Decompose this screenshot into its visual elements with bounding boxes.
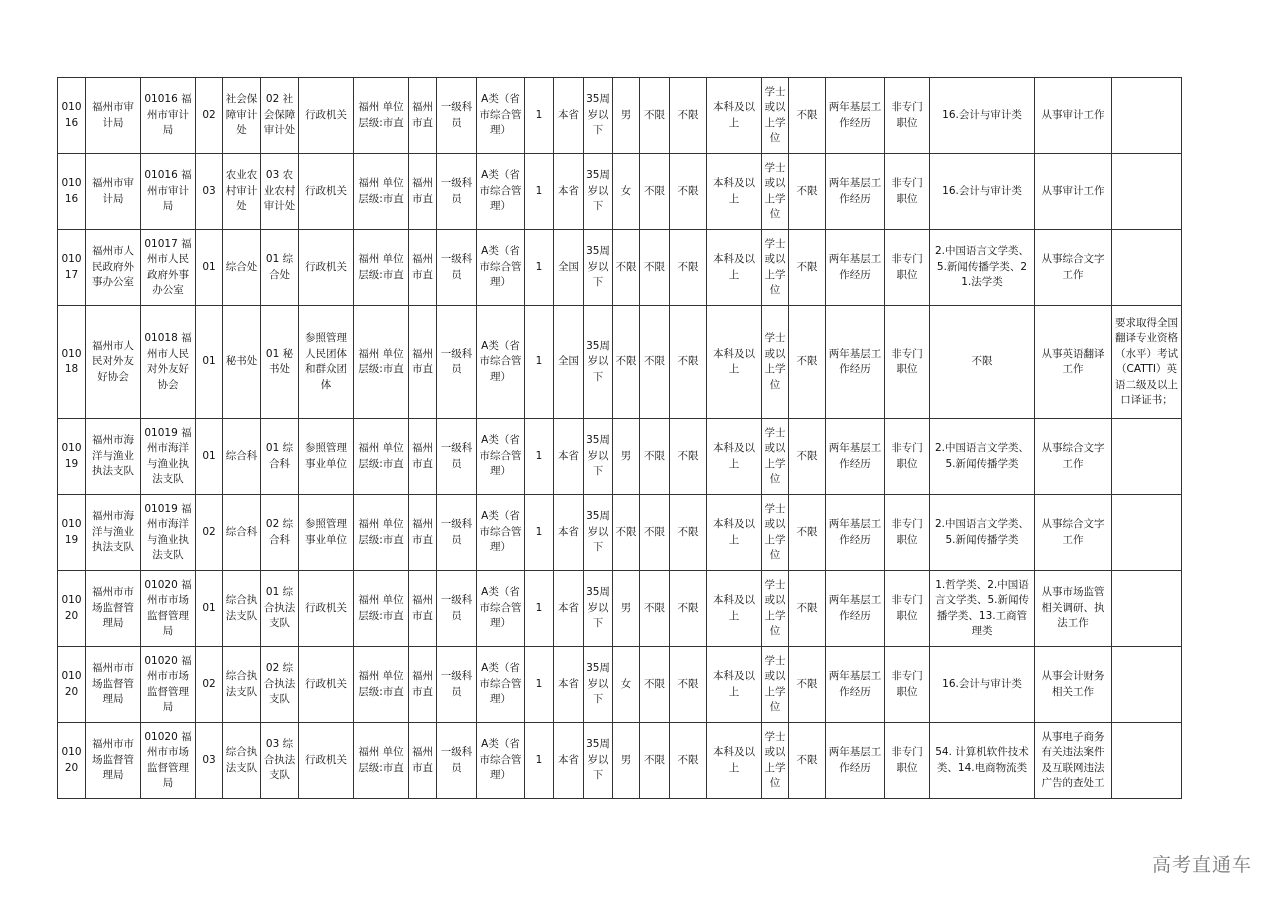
cell-unit-level: 福州 单位层级:市直	[354, 647, 409, 723]
cell-education: 本科及以上	[707, 571, 762, 647]
cell-special-position: 非专门职位	[885, 723, 930, 799]
cell-gender: 男	[613, 723, 640, 799]
cell-unit-level: 福州 单位层级:市直	[354, 78, 409, 154]
cell-work-experience-years: 不限	[670, 647, 707, 723]
cell-major: 16.会计与审计类	[930, 78, 1035, 154]
cell-ethnicity: 不限	[789, 154, 826, 230]
cell-exam-category: A类（省市综合管理）	[477, 571, 525, 647]
cell-grassroots-experience: 两年基层工作经历	[826, 571, 885, 647]
cell-dept-name: 福州市人民政府外事办公室	[86, 230, 141, 306]
cell-dept-code: 01020	[58, 723, 86, 799]
cell-grassroots-experience: 两年基层工作经历	[826, 230, 885, 306]
cell-dept-code: 01020	[58, 571, 86, 647]
cell-gender: 男	[613, 571, 640, 647]
cell-headcount: 1	[525, 154, 554, 230]
cell-unit-level: 福州 单位层级:市直	[354, 495, 409, 571]
cell-position-full: 01 秘书处	[261, 306, 299, 419]
cell-grassroots-experience: 两年基层工作经历	[826, 723, 885, 799]
cell-remarks	[1112, 723, 1182, 799]
cell-rank: 一级科员	[437, 495, 477, 571]
cell-political-status: 不限	[640, 154, 670, 230]
cell-major: 2.中国语言文学类、5.新闻传播学类	[930, 419, 1035, 495]
cell-remarks: 要求取得全国翻译专业资格（水平）考试（CATTI）英语二级及以上口译证书；	[1112, 306, 1182, 419]
cell-political-status: 不限	[640, 419, 670, 495]
cell-employer: 01020 福州市市场监督管理局	[141, 723, 196, 799]
cell-exam-category: A类（省市综合管理）	[477, 230, 525, 306]
cell-special-position: 非专门职位	[885, 154, 930, 230]
cell-political-status: 不限	[640, 495, 670, 571]
cell-age: 35周岁以下	[584, 78, 613, 154]
cell-job-duty: 从事综合文字工作	[1035, 230, 1112, 306]
table-row	[58, 154, 1182, 230]
cell-exam-category: A类（省市综合管理）	[477, 723, 525, 799]
cell-region: 福州市直	[409, 154, 437, 230]
cell-exam-category: A类（省市综合管理）	[477, 306, 525, 419]
cell-headcount: 1	[525, 723, 554, 799]
cell-degree: 学士或以上学位	[762, 571, 789, 647]
cell-degree: 学士或以上学位	[762, 154, 789, 230]
cell-age: 35周岁以下	[584, 647, 613, 723]
cell-region: 福州市直	[409, 571, 437, 647]
cell-rank: 一级科员	[437, 723, 477, 799]
cell-employer: 01019 福州市海洋与渔业执法支队	[141, 495, 196, 571]
cell-domicile: 本省	[554, 571, 584, 647]
cell-education: 本科及以上	[707, 495, 762, 571]
cell-position-name: 综合处	[223, 230, 261, 306]
cell-ethnicity: 不限	[789, 495, 826, 571]
cell-grassroots-experience: 两年基层工作经历	[826, 495, 885, 571]
cell-grassroots-experience: 两年基层工作经历	[826, 154, 885, 230]
cell-position-code: 02	[196, 495, 223, 571]
table-row	[58, 495, 1182, 571]
cell-unit-level: 福州 单位层级:市直	[354, 230, 409, 306]
cell-gender: 不限	[613, 230, 640, 306]
cell-position-code: 01	[196, 571, 223, 647]
cell-position-full: 02 综合科	[261, 495, 299, 571]
cell-position-code: 03	[196, 723, 223, 799]
cell-headcount: 1	[525, 419, 554, 495]
cell-region: 福州市直	[409, 495, 437, 571]
cell-domicile: 全国	[554, 306, 584, 419]
cell-remarks	[1112, 495, 1182, 571]
cell-degree: 学士或以上学位	[762, 647, 789, 723]
cell-exam-category: A类（省市综合管理）	[477, 495, 525, 571]
cell-position-code: 01	[196, 306, 223, 419]
cell-position-name: 社会保障审计处	[223, 78, 261, 154]
cell-remarks	[1112, 78, 1182, 154]
table-row	[58, 306, 1182, 419]
cell-org-type: 参照管理事业单位	[299, 419, 354, 495]
cell-dept-name: 福州市市场监督管理局	[86, 647, 141, 723]
cell-age: 35周岁以下	[584, 723, 613, 799]
cell-position-name: 综合执法支队	[223, 723, 261, 799]
cell-domicile: 本省	[554, 647, 584, 723]
cell-dept-name: 福州市审计局	[86, 154, 141, 230]
cell-dept-name: 福州市人民对外友好协会	[86, 306, 141, 419]
cell-work-experience-years: 不限	[670, 419, 707, 495]
cell-headcount: 1	[525, 647, 554, 723]
cell-job-duty: 从事综合文字工作	[1035, 495, 1112, 571]
cell-position-full: 03 综合执法支队	[261, 723, 299, 799]
table-row	[58, 78, 1182, 154]
cell-education: 本科及以上	[707, 78, 762, 154]
cell-major: 54. 计算机软件技术类、14.电商物流类	[930, 723, 1035, 799]
cell-headcount: 1	[525, 230, 554, 306]
cell-org-type: 行政机关	[299, 647, 354, 723]
cell-unit-level: 福州 单位层级:市直	[354, 154, 409, 230]
cell-ethnicity: 不限	[789, 419, 826, 495]
cell-major: 1.哲学类、2.中国语言文学类、5.新闻传播学类、13.工商管理类	[930, 571, 1035, 647]
table-row	[58, 647, 1182, 723]
cell-employer: 01018 福州市人民对外友好协会	[141, 306, 196, 419]
cell-dept-name: 福州市审计局	[86, 78, 141, 154]
cell-age: 35周岁以下	[584, 306, 613, 419]
cell-dept-name: 福州市海洋与渔业执法支队	[86, 419, 141, 495]
cell-domicile: 本省	[554, 154, 584, 230]
cell-region: 福州市直	[409, 78, 437, 154]
cell-headcount: 1	[525, 78, 554, 154]
cell-position-name: 综合执法支队	[223, 571, 261, 647]
cell-age: 35周岁以下	[584, 571, 613, 647]
cell-political-status: 不限	[640, 571, 670, 647]
cell-education: 本科及以上	[707, 723, 762, 799]
cell-rank: 一级科员	[437, 154, 477, 230]
cell-degree: 学士或以上学位	[762, 78, 789, 154]
cell-rank: 一级科员	[437, 647, 477, 723]
cell-grassroots-experience: 两年基层工作经历	[826, 78, 885, 154]
cell-special-position: 非专门职位	[885, 495, 930, 571]
cell-grassroots-experience: 两年基层工作经历	[826, 306, 885, 419]
cell-domicile: 本省	[554, 723, 584, 799]
watermark-text: 高考直通车	[1151, 854, 1252, 876]
cell-work-experience-years: 不限	[670, 78, 707, 154]
cell-position-code: 01	[196, 419, 223, 495]
table-row	[58, 571, 1182, 647]
cell-position-name: 综合科	[223, 495, 261, 571]
cell-remarks	[1112, 154, 1182, 230]
cell-headcount: 1	[525, 571, 554, 647]
cell-position-code: 03	[196, 154, 223, 230]
cell-employer: 01017 福州市人民政府外事办公室	[141, 230, 196, 306]
cell-domicile: 全国	[554, 230, 584, 306]
cell-education: 本科及以上	[707, 647, 762, 723]
cell-exam-category: A类（省市综合管理）	[477, 419, 525, 495]
cell-employer: 01020 福州市市场监督管理局	[141, 647, 196, 723]
cell-region: 福州市直	[409, 230, 437, 306]
cell-major: 16.会计与审计类	[930, 647, 1035, 723]
cell-domicile: 本省	[554, 78, 584, 154]
cell-position-full: 03 农业农村审计处	[261, 154, 299, 230]
cell-dept-code: 01016	[58, 154, 86, 230]
cell-employer: 01016 福州市审计局	[141, 78, 196, 154]
cell-education: 本科及以上	[707, 419, 762, 495]
cell-degree: 学士或以上学位	[762, 419, 789, 495]
cell-employer: 01016 福州市审计局	[141, 154, 196, 230]
cell-domicile: 本省	[554, 419, 584, 495]
cell-special-position: 非专门职位	[885, 306, 930, 419]
cell-special-position: 非专门职位	[885, 78, 930, 154]
cell-unit-level: 福州 单位层级:市直	[354, 723, 409, 799]
cell-degree: 学士或以上学位	[762, 495, 789, 571]
cell-org-type: 行政机关	[299, 723, 354, 799]
cell-position-full: 02 社会保障审计处	[261, 78, 299, 154]
cell-dept-code: 01020	[58, 647, 86, 723]
cell-special-position: 非专门职位	[885, 230, 930, 306]
cell-political-status: 不限	[640, 647, 670, 723]
cell-education: 本科及以上	[707, 230, 762, 306]
cell-job-duty: 从事审计工作	[1035, 78, 1112, 154]
cell-org-type: 参照管理人民团体和群众团体	[299, 306, 354, 419]
cell-dept-code: 01019	[58, 419, 86, 495]
cell-job-duty: 从事会计财务相关工作	[1035, 647, 1112, 723]
cell-ethnicity: 不限	[789, 571, 826, 647]
cell-work-experience-years: 不限	[670, 306, 707, 419]
cell-age: 35周岁以下	[584, 230, 613, 306]
cell-political-status: 不限	[640, 723, 670, 799]
cell-work-experience-years: 不限	[670, 723, 707, 799]
cell-headcount: 1	[525, 495, 554, 571]
cell-job-duty: 从事英语翻译工作	[1035, 306, 1112, 419]
cell-rank: 一级科员	[437, 419, 477, 495]
cell-position-name: 综合执法支队	[223, 647, 261, 723]
cell-dept-name: 福州市市场监督管理局	[86, 723, 141, 799]
cell-age: 35周岁以下	[584, 419, 613, 495]
cell-ethnicity: 不限	[789, 723, 826, 799]
cell-special-position: 非专门职位	[885, 419, 930, 495]
cell-age: 35周岁以下	[584, 154, 613, 230]
cell-position-code: 02	[196, 647, 223, 723]
cell-remarks	[1112, 647, 1182, 723]
cell-education: 本科及以上	[707, 154, 762, 230]
table-row	[58, 723, 1182, 799]
cell-degree: 学士或以上学位	[762, 230, 789, 306]
cell-grassroots-experience: 两年基层工作经历	[826, 419, 885, 495]
cell-job-duty: 从事综合文字工作	[1035, 419, 1112, 495]
cell-remarks	[1112, 230, 1182, 306]
cell-org-type: 行政机关	[299, 230, 354, 306]
cell-org-type: 行政机关	[299, 571, 354, 647]
cell-remarks	[1112, 571, 1182, 647]
cell-position-full: 01 综合执法支队	[261, 571, 299, 647]
cell-job-duty: 从事电子商务有关违法案件及互联网违法广告的查处工	[1035, 723, 1112, 799]
cell-political-status: 不限	[640, 306, 670, 419]
cell-region: 福州市直	[409, 419, 437, 495]
cell-headcount: 1	[525, 306, 554, 419]
cell-gender: 不限	[613, 495, 640, 571]
cell-political-status: 不限	[640, 78, 670, 154]
recruitment-table	[57, 77, 1182, 799]
cell-degree: 学士或以上学位	[762, 306, 789, 419]
cell-gender: 男	[613, 419, 640, 495]
cell-major: 2.中国语言文学类、5.新闻传播学类、21.法学类	[930, 230, 1035, 306]
cell-position-code: 02	[196, 78, 223, 154]
cell-dept-code: 01016	[58, 78, 86, 154]
cell-gender: 男	[613, 78, 640, 154]
cell-major: 不限	[930, 306, 1035, 419]
table-body	[58, 78, 1182, 799]
cell-unit-level: 福州 单位层级:市直	[354, 419, 409, 495]
cell-dept-code: 01018	[58, 306, 86, 419]
cell-major: 2.中国语言文学类、5.新闻传播学类	[930, 495, 1035, 571]
cell-remarks	[1112, 419, 1182, 495]
cell-special-position: 非专门职位	[885, 571, 930, 647]
cell-position-name: 综合科	[223, 419, 261, 495]
cell-work-experience-years: 不限	[670, 571, 707, 647]
cell-region: 福州市直	[409, 306, 437, 419]
cell-employer: 01019 福州市海洋与渔业执法支队	[141, 419, 196, 495]
cell-exam-category: A类（省市综合管理）	[477, 78, 525, 154]
cell-age: 35周岁以下	[584, 495, 613, 571]
cell-employer: 01020 福州市市场监督管理局	[141, 571, 196, 647]
table-row	[58, 419, 1182, 495]
cell-major: 16.会计与审计类	[930, 154, 1035, 230]
cell-degree: 学士或以上学位	[762, 723, 789, 799]
cell-dept-name: 福州市市场监督管理局	[86, 571, 141, 647]
cell-domicile: 本省	[554, 495, 584, 571]
cell-org-type: 行政机关	[299, 154, 354, 230]
cell-gender: 不限	[613, 306, 640, 419]
cell-unit-level: 福州 单位层级:市直	[354, 306, 409, 419]
table-row	[58, 230, 1182, 306]
cell-gender: 女	[613, 154, 640, 230]
cell-work-experience-years: 不限	[670, 495, 707, 571]
cell-ethnicity: 不限	[789, 230, 826, 306]
cell-position-name: 农业农村审计处	[223, 154, 261, 230]
cell-ethnicity: 不限	[789, 78, 826, 154]
cell-ethnicity: 不限	[789, 306, 826, 419]
cell-ethnicity: 不限	[789, 647, 826, 723]
cell-rank: 一级科员	[437, 230, 477, 306]
cell-position-name: 秘书处	[223, 306, 261, 419]
cell-job-duty: 从事市场监管相关调研、执法工作	[1035, 571, 1112, 647]
cell-dept-code: 01017	[58, 230, 86, 306]
cell-dept-name: 福州市海洋与渔业执法支队	[86, 495, 141, 571]
cell-region: 福州市直	[409, 723, 437, 799]
cell-education: 本科及以上	[707, 306, 762, 419]
cell-rank: 一级科员	[437, 571, 477, 647]
cell-rank: 一级科员	[437, 78, 477, 154]
cell-dept-code: 01019	[58, 495, 86, 571]
cell-rank: 一级科员	[437, 306, 477, 419]
cell-exam-category: A类（省市综合管理）	[477, 647, 525, 723]
cell-exam-category: A类（省市综合管理）	[477, 154, 525, 230]
cell-work-experience-years: 不限	[670, 230, 707, 306]
cell-region: 福州市直	[409, 647, 437, 723]
cell-position-code: 01	[196, 230, 223, 306]
cell-grassroots-experience: 两年基层工作经历	[826, 647, 885, 723]
cell-work-experience-years: 不限	[670, 154, 707, 230]
cell-org-type: 行政机关	[299, 78, 354, 154]
cell-position-full: 01 综合科	[261, 419, 299, 495]
cell-position-full: 01 综合处	[261, 230, 299, 306]
cell-gender: 女	[613, 647, 640, 723]
cell-position-full: 02 综合执法支队	[261, 647, 299, 723]
cell-special-position: 非专门职位	[885, 647, 930, 723]
cell-org-type: 参照管理事业单位	[299, 495, 354, 571]
cell-unit-level: 福州 单位层级:市直	[354, 571, 409, 647]
cell-political-status: 不限	[640, 230, 670, 306]
cell-job-duty: 从事审计工作	[1035, 154, 1112, 230]
